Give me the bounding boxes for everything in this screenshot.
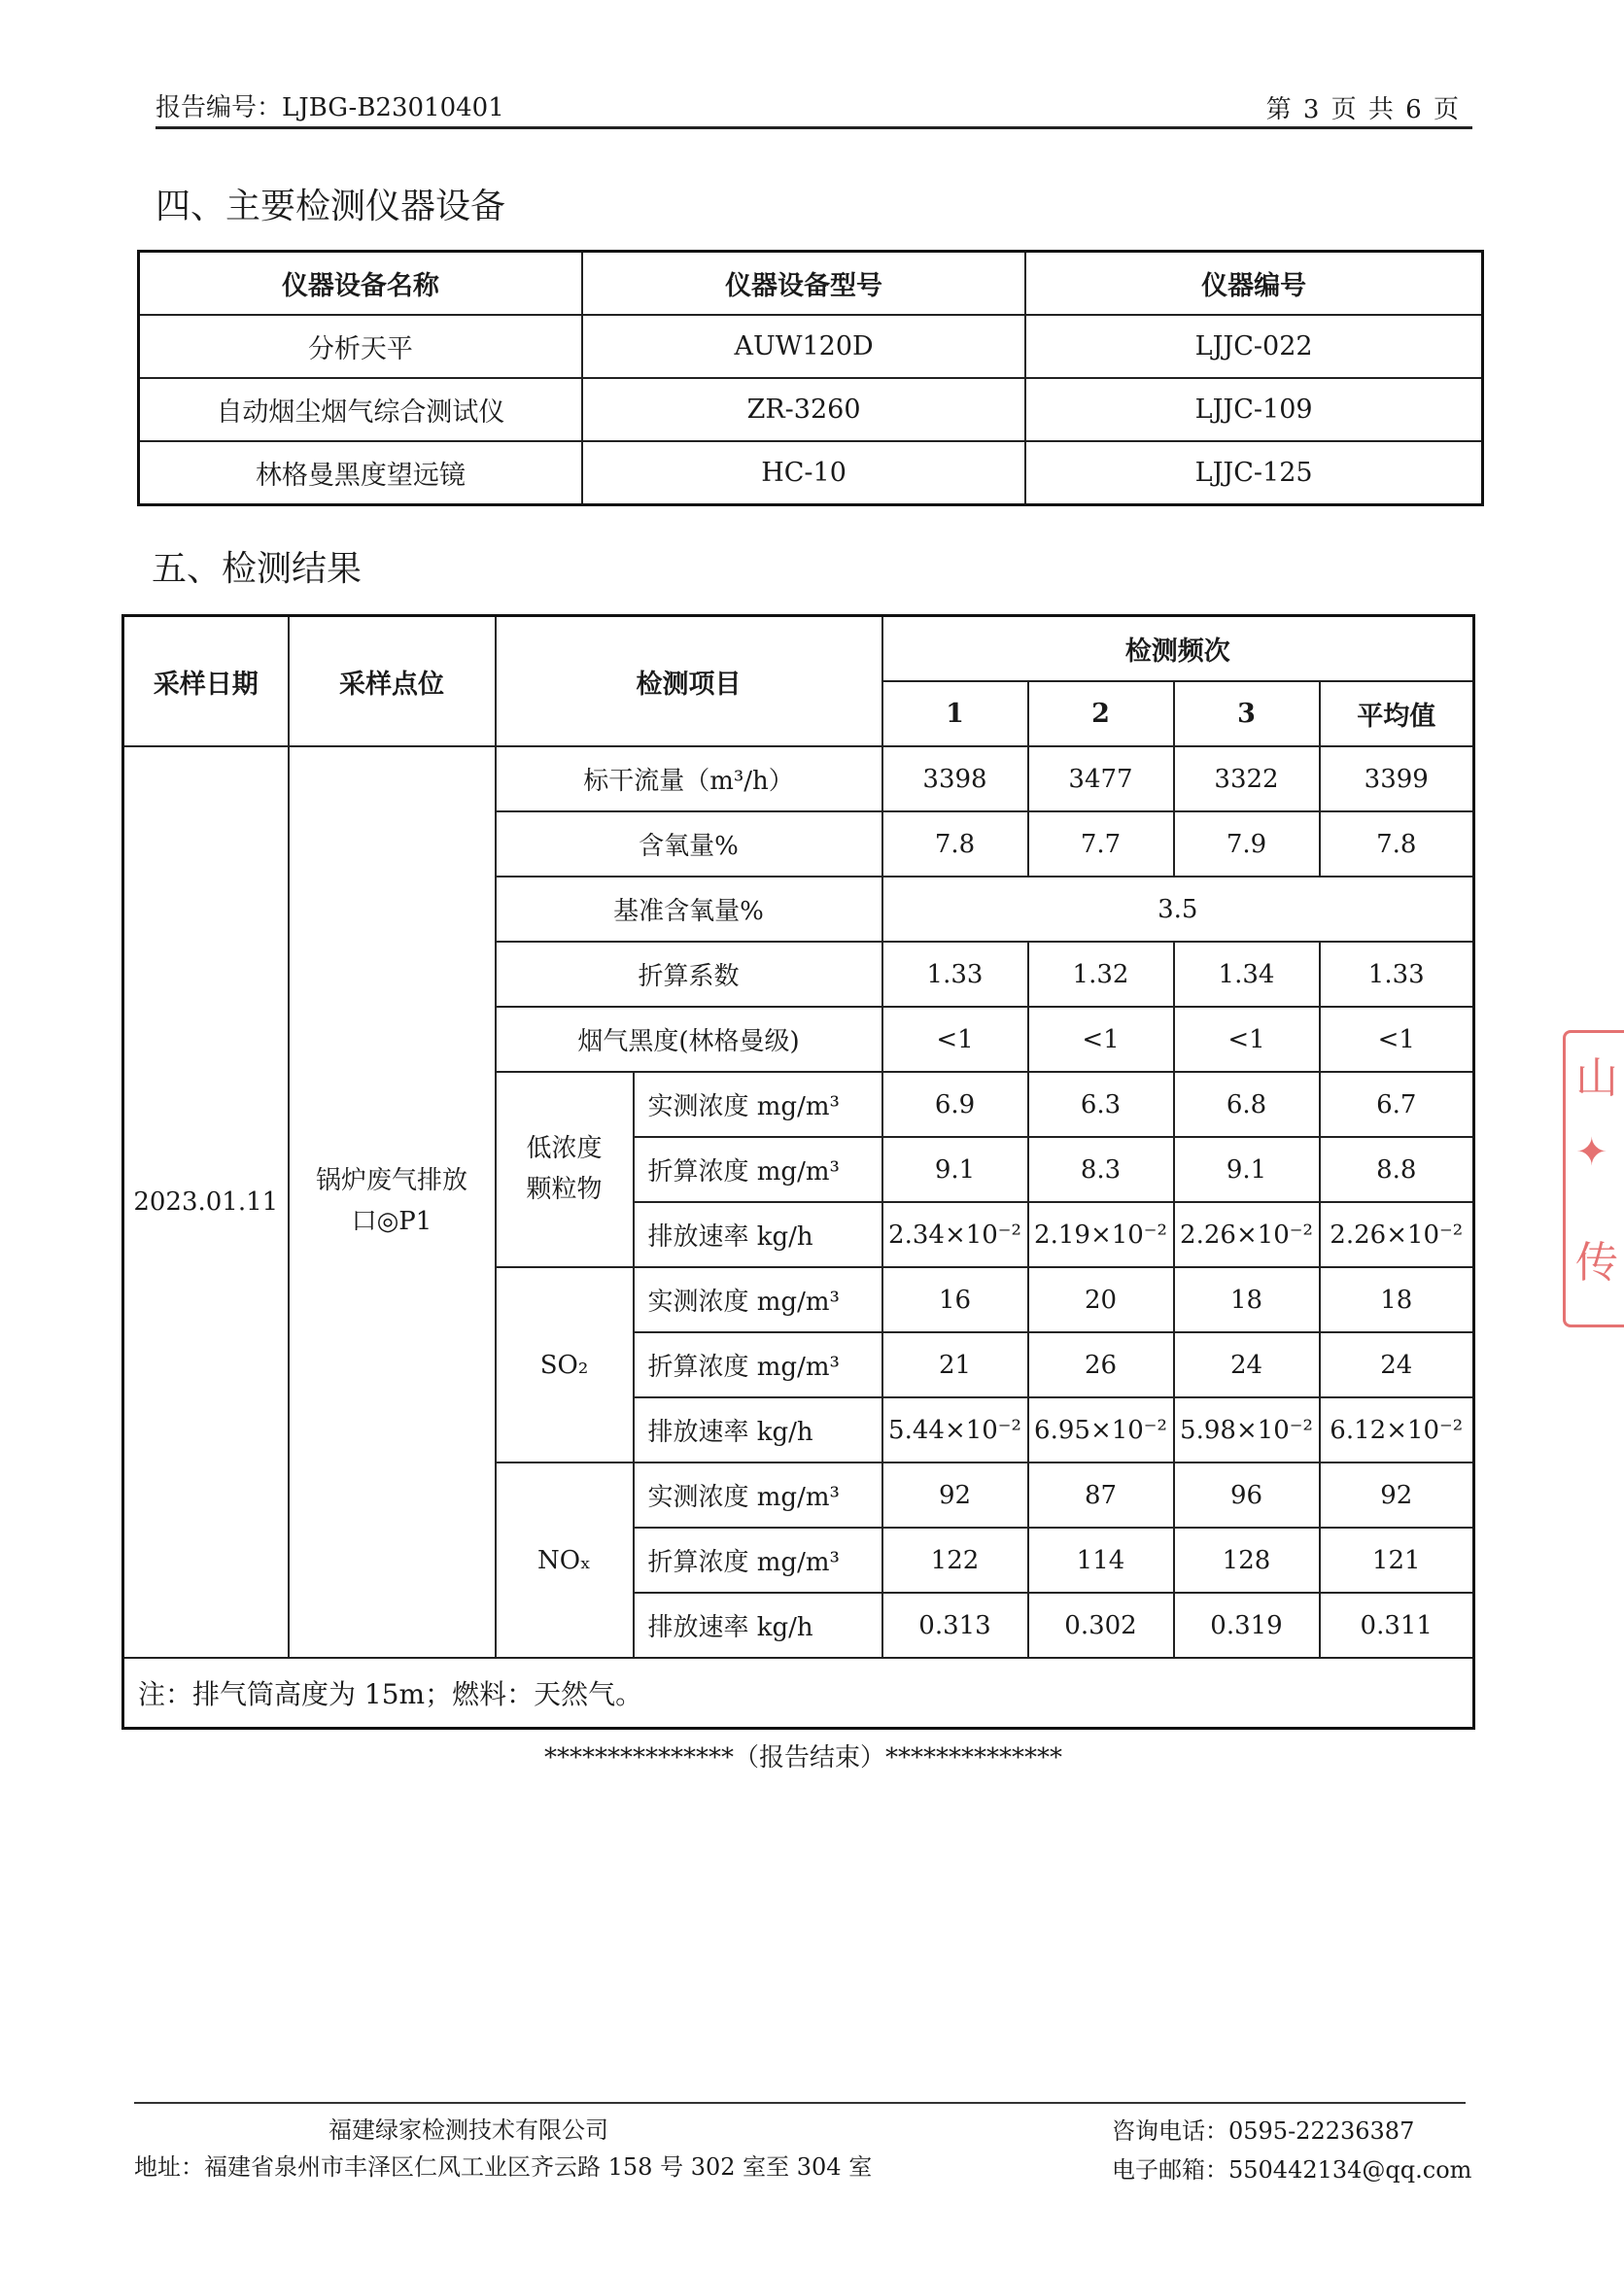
cell: 121 xyxy=(1320,1528,1474,1593)
cell: 8.3 xyxy=(1028,1137,1174,1202)
section4-title: 四、主要检测仪器设备 xyxy=(155,187,506,226)
stamp-mark-icon: ✦ xyxy=(1575,1130,1608,1175)
cell: 7.8 xyxy=(1320,811,1474,877)
col-header: 仪器编号 xyxy=(1025,252,1482,316)
footer-email: 电子邮箱：550442134@qq.com xyxy=(1112,2156,1472,2184)
cell: 分析天平 xyxy=(139,315,582,378)
cell: 24 xyxy=(1320,1332,1474,1397)
table-header-row xyxy=(123,616,1474,682)
cell: LJJC-022 xyxy=(1025,315,1482,378)
footer-divider xyxy=(134,2102,1466,2104)
cell: 92 xyxy=(1320,1462,1474,1528)
report-end-mark: ***************（报告结束）************** xyxy=(543,1743,1062,1772)
cell: 6.8 xyxy=(1174,1072,1320,1137)
cell: 18 xyxy=(1320,1267,1474,1332)
col-header-3: 3 xyxy=(1174,681,1320,746)
item-label: 排放速率 kg/h xyxy=(634,1397,882,1462)
footer-phone: 咨询电话：0595-22236387 xyxy=(1112,2117,1415,2145)
cell: <1 xyxy=(1028,1007,1174,1072)
cell: 9.1 xyxy=(882,1137,1028,1202)
item-label: 基准含氧量% xyxy=(496,877,882,942)
cell: 0.311 xyxy=(1320,1593,1474,1658)
report-number: 报告编号：LJBG-B23010401 xyxy=(155,93,504,122)
cell: 1.33 xyxy=(1320,942,1474,1007)
cell: 114 xyxy=(1028,1528,1174,1593)
cell: ZR-3260 xyxy=(582,378,1025,441)
cell: <1 xyxy=(882,1007,1028,1072)
cell: 7.9 xyxy=(1174,811,1320,877)
cell: LJJC-125 xyxy=(1025,441,1482,505)
cell: 6.12×10⁻² xyxy=(1320,1397,1474,1462)
footer-company: 福建绿家检测技术有限公司 xyxy=(328,2116,608,2144)
table-row xyxy=(123,746,1474,811)
cell: 1.34 xyxy=(1174,942,1320,1007)
pollutant-nox: NOₓ xyxy=(496,1462,634,1658)
page-info: 第 3 页 共 6 页 xyxy=(1265,95,1461,124)
cell: 3398 xyxy=(882,746,1028,811)
cell: 96 xyxy=(1174,1462,1320,1528)
item-label: 实测浓度 mg/m³ xyxy=(634,1462,882,1528)
cell: 7.7 xyxy=(1028,811,1174,877)
item-label: 含氧量% xyxy=(496,811,882,877)
item-label: 排放速率 kg/h xyxy=(634,1202,882,1267)
cell: 16 xyxy=(882,1267,1028,1332)
cell: 6.7 xyxy=(1320,1072,1474,1137)
table-row xyxy=(139,441,1483,505)
cell: 8.8 xyxy=(1320,1137,1474,1202)
cell: 0.313 xyxy=(882,1593,1028,1658)
item-label: 折算系数 xyxy=(496,942,882,1007)
item-label: 折算浓度 mg/m³ xyxy=(634,1332,882,1397)
col-header: 仪器设备型号 xyxy=(582,252,1025,316)
cell: 20 xyxy=(1028,1267,1174,1332)
cell: 3322 xyxy=(1174,746,1320,811)
cell: 21 xyxy=(882,1332,1028,1397)
cell: 122 xyxy=(882,1528,1028,1593)
item-label: 实测浓度 mg/m³ xyxy=(634,1267,882,1332)
cell: 2.26×10⁻² xyxy=(1174,1202,1320,1267)
col-header-frequency: 检测频次 xyxy=(882,616,1474,682)
col-header-2: 2 xyxy=(1028,681,1174,746)
item-label: 折算浓度 mg/m³ xyxy=(634,1137,882,1202)
cell: 1.33 xyxy=(882,942,1028,1007)
item-label: 烟气黑度(林格曼级) xyxy=(496,1007,882,1072)
cell: 1.32 xyxy=(1028,942,1174,1007)
cell: 6.3 xyxy=(1028,1072,1174,1137)
item-label: 折算浓度 mg/m³ xyxy=(634,1528,882,1593)
table-header-row xyxy=(139,252,1483,316)
col-header-item: 检测项目 xyxy=(496,616,882,747)
section5-title: 五、检测结果 xyxy=(152,549,363,589)
cell: <1 xyxy=(1320,1007,1474,1072)
results-table xyxy=(121,614,1475,1730)
cell: 128 xyxy=(1174,1528,1320,1593)
footer-address: 地址：福建省泉州市丰泽区仁风工业区齐云路 158 号 302 室至 304 室 xyxy=(134,2153,873,2181)
cell: 2.19×10⁻² xyxy=(1028,1202,1174,1267)
stamp-char: 传 xyxy=(1575,1238,1618,1288)
cell: 2.34×10⁻² xyxy=(882,1202,1028,1267)
note-row xyxy=(123,1658,1474,1729)
cell: 3477 xyxy=(1028,746,1174,811)
cell: 24 xyxy=(1174,1332,1320,1397)
col-header-point: 采样点位 xyxy=(289,616,496,747)
cell: 18 xyxy=(1174,1267,1320,1332)
cell: 林格曼黑度望远镜 xyxy=(139,441,582,505)
table-note: 注：排气筒高度为 15m；燃料：天然气。 xyxy=(123,1658,1474,1729)
stamp-char: 山 xyxy=(1575,1053,1618,1103)
cell: 92 xyxy=(882,1462,1028,1528)
pollutant-pm: 低浓度颗粒物 xyxy=(496,1072,634,1267)
table-row xyxy=(139,378,1483,441)
cell: 9.1 xyxy=(1174,1137,1320,1202)
cell: 5.98×10⁻² xyxy=(1174,1397,1320,1462)
cell: 自动烟尘烟气综合测试仪 xyxy=(139,378,582,441)
col-header-average: 平均值 xyxy=(1320,681,1474,746)
cell: 3399 xyxy=(1320,746,1474,811)
cell: LJJC-109 xyxy=(1025,378,1482,441)
col-header-date: 采样日期 xyxy=(123,616,289,747)
item-label: 实测浓度 mg/m³ xyxy=(634,1072,882,1137)
item-label: 排放速率 kg/h xyxy=(634,1593,882,1658)
cell: 6.9 xyxy=(882,1072,1028,1137)
cell: 26 xyxy=(1028,1332,1174,1397)
cell: 3.5 xyxy=(882,877,1474,942)
col-header-1: 1 xyxy=(882,681,1028,746)
page-header xyxy=(155,86,1472,129)
cell: HC-10 xyxy=(582,441,1025,505)
sampling-point: 锅炉废气排放口◎P1 xyxy=(289,746,496,1658)
cell: 87 xyxy=(1028,1462,1174,1528)
cell: 0.319 xyxy=(1174,1593,1320,1658)
col-header: 仪器设备名称 xyxy=(139,252,582,316)
cell: AUW120D xyxy=(582,315,1025,378)
cell: 0.302 xyxy=(1028,1593,1174,1658)
cell: <1 xyxy=(1174,1007,1320,1072)
cell: 7.8 xyxy=(882,811,1028,877)
instrument-table xyxy=(137,250,1484,506)
pollutant-so2: SO₂ xyxy=(496,1267,634,1462)
seal-stamp xyxy=(1563,1030,1624,1327)
item-label: 标干流量（m³/h） xyxy=(496,746,882,811)
sampling-date: 2023.01.11 xyxy=(123,746,289,1658)
table-row xyxy=(139,315,1483,378)
cell: 5.44×10⁻² xyxy=(882,1397,1028,1462)
cell: 2.26×10⁻² xyxy=(1320,1202,1474,1267)
cell: 6.95×10⁻² xyxy=(1028,1397,1174,1462)
